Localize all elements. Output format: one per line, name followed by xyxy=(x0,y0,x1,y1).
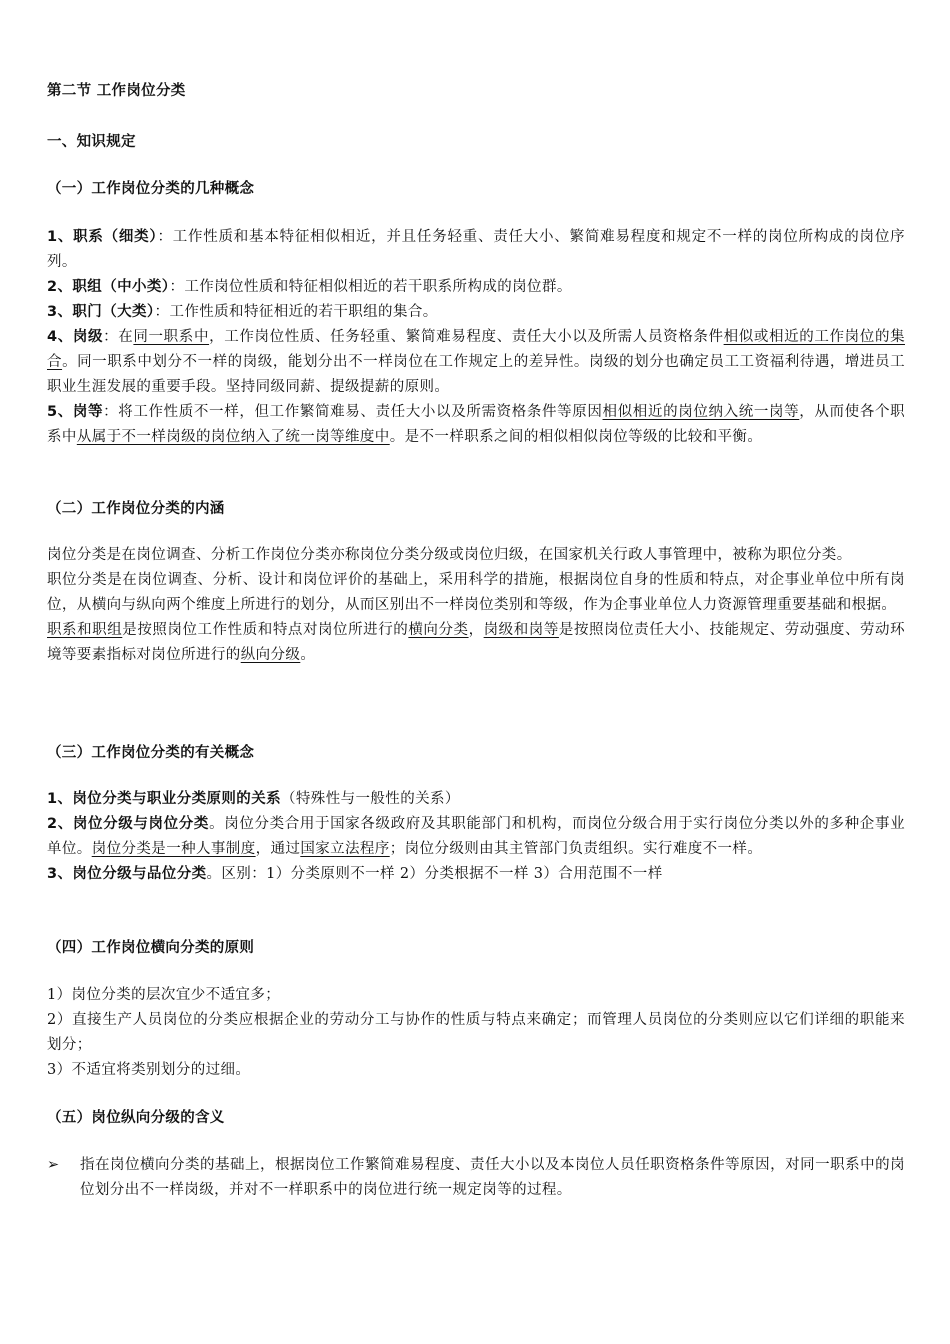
concept-4-text-a: ：在 xyxy=(103,329,134,345)
concept-5-text-a: ：将工作性质不一样，但工作繁简难易、责任大小以及所需资格条件等原因 xyxy=(103,404,603,420)
related-2-underline-1: 岗位分类是一种人事制度 xyxy=(91,841,256,857)
concept-5-underline-2: 从属于不一样岗级的岗位纳入了统一岗等维度中 xyxy=(76,429,390,445)
sub4-body xyxy=(47,983,905,1083)
sub5-bullet-text: 指在岗位横向分类的基础上，根据岗位工作繁简难易程度、责任大小以及本岗位人员任职资格条件等原因，对同一职系中的岗位划分出不一样岗级，并对不一样职系中的岗位进行统一规定岗等的过程。 xyxy=(80,1157,905,1198)
concept-3 xyxy=(47,300,905,325)
section-title: 第二节 工作岗位分类 xyxy=(47,83,186,99)
sub2-underline-3: 岗级和岗等 xyxy=(483,622,559,638)
sub3-body xyxy=(47,787,905,887)
sub2-text-a: 是按照岗位工作性质和特点对岗位所进行的 xyxy=(122,622,409,638)
sub5-bullet-item xyxy=(47,1153,905,1203)
sub2-para-2: 职位分类是在岗位调查、分析、设计和岗位评价的基础上，采用科学的措施，根据岗位自身的性质和特点，对企事业单位中所有岗位，从横向与纵向两个维度上所进行的划分，从而区别出不一样岗位类别和等级，作为企事业单位人力资源管理重要基础和根据。 xyxy=(47,572,905,613)
sub2-text-d: 。 xyxy=(300,647,316,663)
related-1-text: （特殊性与一般性的关系） xyxy=(281,791,460,807)
sub2-para-1: 岗位分类是在岗位调查、分析工作岗位分类亦称岗位分类分级或岗位归级，在国家机关行政人事管理中，被称为职位分类。 xyxy=(47,547,852,563)
sub2-heading: （二）工作岗位分类的内涵 xyxy=(47,501,225,517)
concept-2 xyxy=(47,275,905,300)
sub2-para-3 xyxy=(47,618,905,668)
part-one-heading: 一、知识规定 xyxy=(47,134,136,150)
concept-1-term: 1、职系（细类） xyxy=(47,229,158,245)
sub2-underline-2: 横向分类 xyxy=(408,622,469,638)
principle-2: 2）直接生产人员岗位的分类应根据企业的劳动分工与协作的性质与特点来确定；而管理人员岗位的分类则应以它们详细的职能来划分； xyxy=(47,1012,905,1053)
concept-4-underline-1: 同一职系中 xyxy=(133,329,210,345)
concept-5-text-b: ，从而使各个职系中 xyxy=(47,404,905,445)
concept-2-text: ：工作岗位性质和特征相似相近的若干职系所构成的岗位群。 xyxy=(169,279,572,295)
concept-3-term: 3、职门（大类） xyxy=(47,304,155,320)
related-3-term: 3、岗位分级与品位分类 xyxy=(47,866,207,882)
related-2-text-c: ；岗位分级则由其主管部门负责组织。实行难度不一样。 xyxy=(389,841,763,857)
sub2-text-c: 是按照岗位责任大小、技能规定、劳动强度、劳动环境等要素指标对岗位所进行的 xyxy=(47,622,906,663)
sub1-heading: （一）工作岗位分类的几种概念 xyxy=(47,181,255,197)
concept-3-text: ：工作性质和特征相近的若干职组的集合。 xyxy=(154,304,438,320)
concept-4-term: 4、岗级 xyxy=(47,329,104,345)
related-1-term: 1、岗位分类与职业分类原则的关系 xyxy=(47,791,281,807)
principle-1: 1）岗位分类的层次宜少不适宜多； xyxy=(47,987,281,1003)
sub2-body xyxy=(47,543,905,668)
sub2-underline-1: 职系和职组 xyxy=(47,622,123,638)
concept-5-term: 5、岗等 xyxy=(47,404,104,420)
concept-4-underline-2: 相似或相近的工作岗位的集合 xyxy=(47,329,905,370)
sub3-heading: （三）工作岗位分类的有关概念 xyxy=(47,745,255,761)
related-1 xyxy=(47,787,905,812)
concept-5-underline-1: 相似相近的岗位纳入统一岗等 xyxy=(602,404,800,420)
related-2-underline-2: 国家立法程序 xyxy=(300,841,390,857)
related-2-term: 2、岗位分级与岗位分类 xyxy=(47,816,210,832)
concept-5-text-c: 。是不一样职系之间的相似相似岗位等级的比较和平衡。 xyxy=(389,429,763,445)
concept-4-text-c: 。同一职系中划分不一样的岗级，能划分出不一样岗位在工作规定上的差异性。岗级的划分也确定员工工资福利待遇，增进员工职业生涯发展的重要手段。坚持同级同薪、提级提薪的原则。 xyxy=(47,354,905,395)
concept-4-text-b: ，工作岗位性质、任务轻重、繁简难易程度、责任大小以及所需人员资格条件 xyxy=(209,329,724,345)
concept-2-term: 2、职组（中小类） xyxy=(47,279,170,295)
related-2-text-a: 。岗位分类合用于国家各级政府及其职能部门和机构，而岗位分级合用于实行岗位分类以外的多种企事业单位。 xyxy=(47,816,905,857)
sub5-heading: （五）岗位纵向分级的含义 xyxy=(47,1110,225,1126)
principle-3: 3）不适宜将类别划分的过细。 xyxy=(47,1062,251,1078)
sub2-underline-4: 纵向分级 xyxy=(240,647,301,663)
related-3-text: 。区别：1）分类原则不一样 2）分类根据不一样 3）合用范围不一样 xyxy=(206,866,663,882)
concept-1 xyxy=(47,225,905,275)
concept-4 xyxy=(47,325,905,400)
sub1-concepts xyxy=(47,225,905,450)
related-2-text-b: ，通过 xyxy=(255,841,301,857)
related-2 xyxy=(47,812,905,862)
concept-1-text: ：工作性质和基本特征相似相近，并且任务轻重、责任大小、繁简难易程度和规定不一样的岗位所构成的岗位序列。 xyxy=(47,229,905,270)
arrow-bullet-icon: ➢ xyxy=(47,1157,60,1173)
sub2-text-b: ， xyxy=(468,622,484,638)
concept-5 xyxy=(47,400,905,450)
related-3 xyxy=(47,862,905,887)
sub4-heading: （四）工作岗位横向分类的原则 xyxy=(47,940,255,956)
